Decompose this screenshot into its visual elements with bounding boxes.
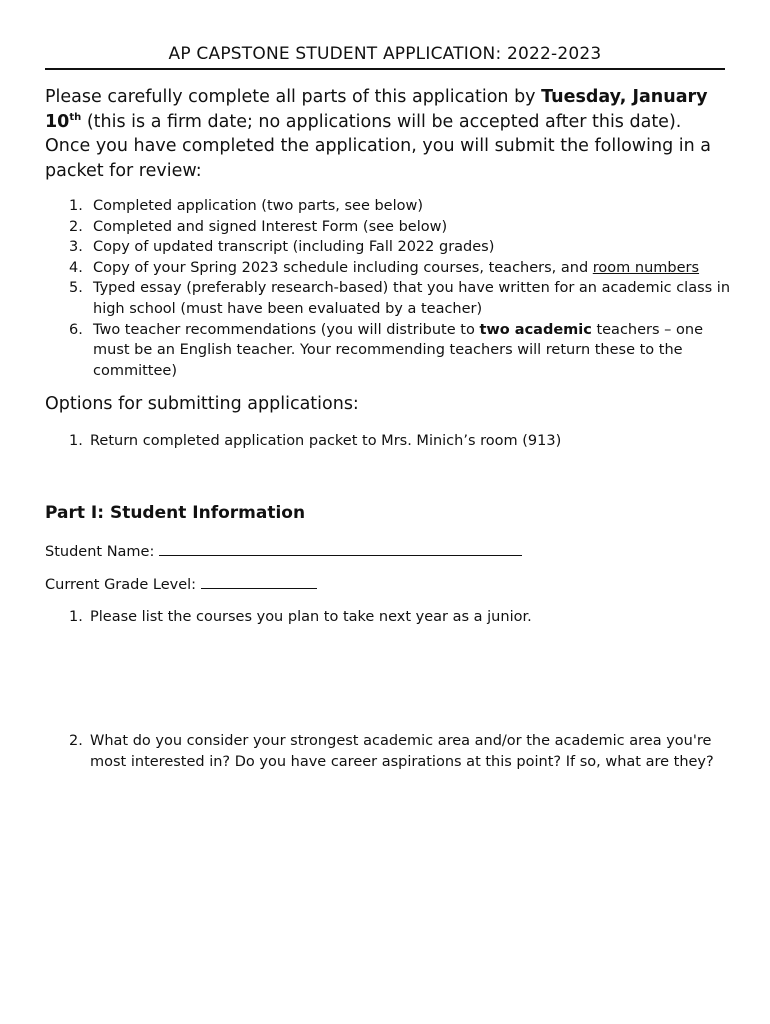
question-item [45,607,735,628]
list-item-text: Return completed application packet to Mrs. Minich’s room (913) [90,433,562,449]
grade-level-label: Current Grade Level: [45,577,201,593]
intro-text-end: (this is a firm date; no applications will be accepted after this date). Once you have completed the application, you will submit the following in a packet for review: [45,111,711,181]
list-number: 4. [69,259,83,276]
list-number: 3. [69,239,83,256]
list-item-text-continued: teachers – one must be an English teacher. Your recommending teachers will return these to the committee) [93,321,703,379]
list-item-text: Two teacher recommendations (you will distribute to [93,321,480,338]
intro-paragraph [45,85,725,183]
list-item [45,278,735,319]
question-text: Please list the courses you plan to take next year as a junior. [90,609,532,625]
options-list [45,431,561,452]
deadline-date: 10 [45,111,70,132]
list-number: 1. [69,198,83,214]
list-number: 2. [69,218,83,235]
options-heading: Options for submitting applications: [45,394,359,414]
intro-text-start: Please carefully complete all parts of this application by [45,87,542,107]
grade-level-field [45,574,317,593]
page-title: AP CAPSTONE STUDENT APPLICATION: 2022-2023 [168,44,602,64]
student-name-field [45,541,522,560]
room-numbers-emphasis: room numbers [592,259,700,276]
requirements-list [45,196,735,381]
two-academic-emphasis: two academic [479,321,592,338]
list-item [45,217,735,238]
list-number: 6. [69,321,83,338]
list-item [45,258,735,279]
question-list-1 [45,607,735,628]
list-item [45,431,561,452]
deadline-day: Tuesday, January [541,87,708,107]
list-item-text: Copy of updated transcript (including Fall 2022 grades) [93,239,495,256]
title-divider [45,68,725,70]
list-item [45,237,735,258]
list-number: 1. [69,433,83,449]
list-item [45,320,735,382]
list-item [45,196,735,217]
list-item-text: Copy of your Spring 2023 schedule including courses, teachers, and [93,259,593,276]
part-one-heading: Part I: Student Information [45,503,306,523]
question-number: 1. [69,609,83,625]
student-name-label: Student Name: [45,544,159,560]
question-list-2 [45,731,735,772]
deadline-ordinal: th [69,111,82,123]
list-item-text: Completed and signed Interest Form (see below) [93,218,448,235]
list-number: 5. [69,280,83,297]
list-item-text: Typed essay (preferably research-based) that you have written for an academic class in high school (must have been evaluated by a teacher) [93,280,731,317]
student-name-blank[interactable] [159,541,522,556]
grade-level-blank[interactable] [201,574,317,589]
list-item-text: Completed application (two parts, see below) [93,198,424,214]
question-text: What do you consider your strongest academic area and/or the academic area you're most interested in? Do you have career aspirations at this point? If so, what are they? [90,733,714,770]
question-item [45,731,735,772]
question-number: 2. [69,733,83,749]
